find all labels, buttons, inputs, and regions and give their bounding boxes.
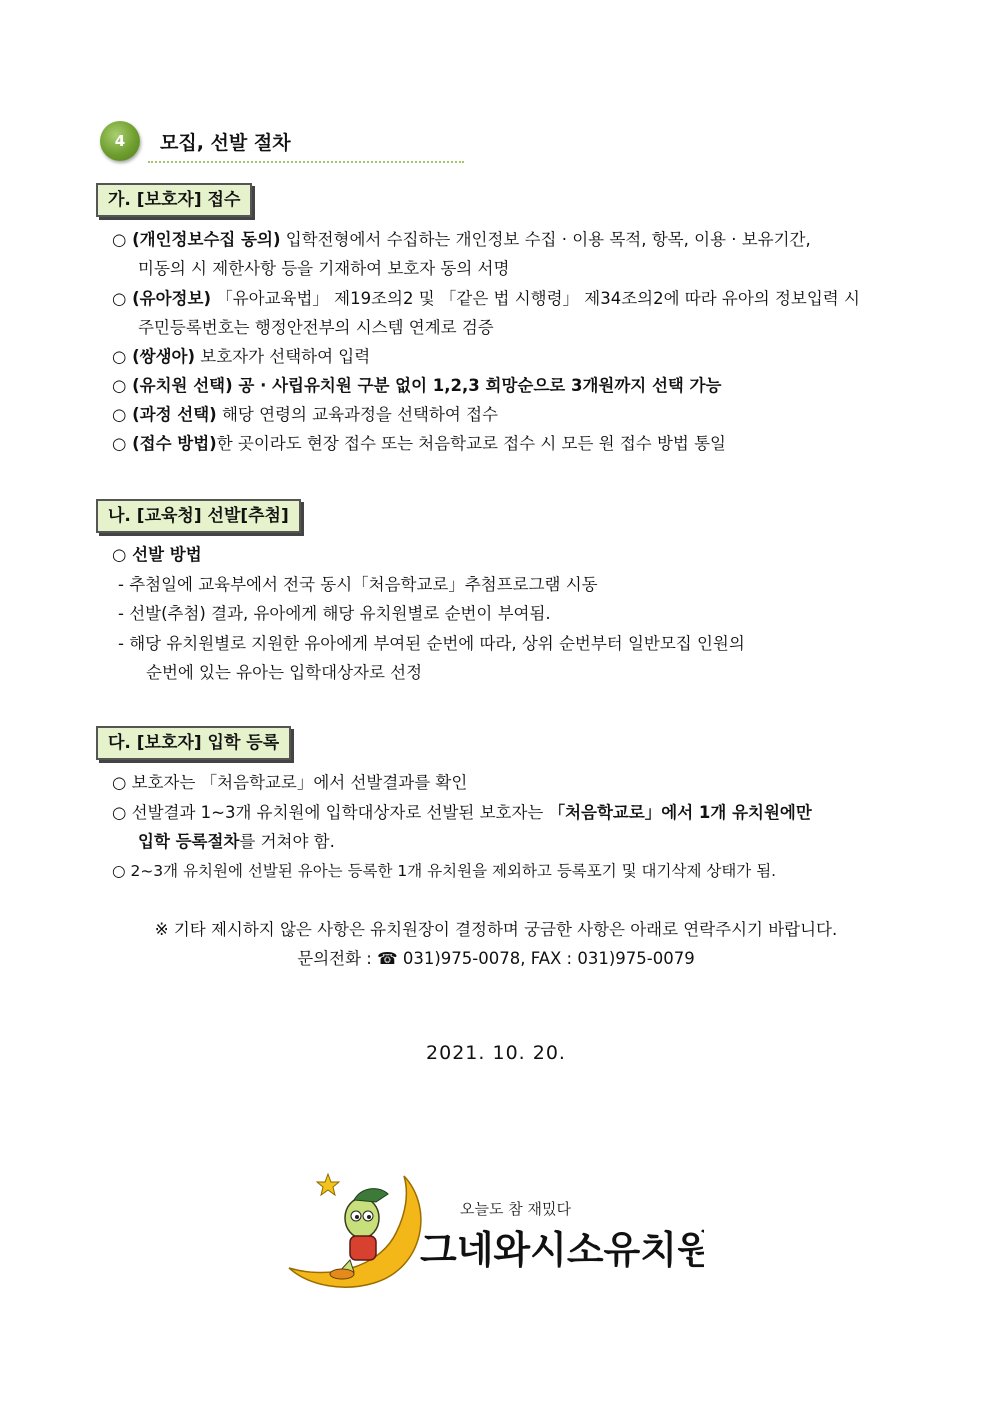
item-label: ○ (과정 선택): [112, 405, 217, 424]
part-a-item-4: [112, 375, 721, 397]
part-a-item-2-cont: 주민등록번호는 행정안전부의 시스템 연계로 검증: [138, 318, 494, 337]
section-divider: [148, 161, 464, 163]
item-text-bold: 「처음학교로」에서 1개 유치원에만: [548, 803, 812, 822]
part-c-item-3: ○ 2~3개 유치원에 선발된 유아는 등록한 1개 유치원을 제외하고 등록포기 및 대기삭제 상태가 됨.: [112, 862, 777, 880]
item-text: 입학전형에서 수집하는 개인정보 수집 · 이용 목적, 항목, 이용 · 보유기간,: [280, 230, 811, 249]
part-b-item-2: - 선발(추첨) 결과, 유아에게 해당 유치원별로 순번이 부여됨.: [118, 604, 551, 623]
part-c-item-2: [112, 802, 812, 824]
item-label: ○ (접수 방법): [112, 434, 217, 453]
part-a-item-1-cont: 미동의 시 제한사항 등을 기재하여 보호자 동의 서명: [138, 259, 510, 278]
part-c-item-2-cont: [138, 831, 335, 853]
part-a-item-5: [112, 404, 498, 426]
part-a-item-6: [112, 433, 726, 455]
item-label: ○ (개인정보수집 동의): [112, 230, 281, 249]
star-icon: [317, 1174, 339, 1195]
notice-line: ※ 기타 제시하지 않은 사항은 유치원장이 결정하며 궁금한 사항은 아래로 연락주시기 바랍니다.: [154, 920, 838, 939]
item-text: 해당 연령의 교육과정을 선택하여 접수: [216, 405, 498, 424]
part-b-item-3: - 해당 유치원별로 지원한 유아에게 부여된 순번에 따라, 상위 순번부터 일반모집 인원의: [118, 634, 745, 653]
part-b-method: ○ 선발 방법: [112, 545, 202, 564]
part-c-heading: 다. [보호자] 입학 등록: [96, 726, 291, 760]
item-text: ○ 선발결과 1~3개 유치원에 입학대상자로 선발된 보호자는: [112, 803, 549, 822]
character-hat: [354, 1189, 388, 1202]
logo-graphic: [284, 1168, 704, 1298]
character-head: [345, 1198, 379, 1238]
part-b-heading: 나. [교육청] 선발[추첨]: [96, 499, 301, 533]
character-body: [350, 1236, 376, 1260]
part-a-item-2: [112, 288, 860, 310]
item-text: 공 · 사립유치원 구분 없이 1,2,3 희망순으로 3개원까지 선택 가능: [232, 376, 722, 395]
contact-line: 문의전화 : ☎ 031)975-0078, FAX : 031)975-0079: [297, 949, 695, 968]
part-a-heading: 가. [보호자] 접수: [96, 183, 252, 217]
item-text: 를 거쳐야 함.: [239, 832, 335, 851]
part-a-item-3: [112, 346, 370, 368]
document-date: 2021. 10. 20.: [426, 1042, 566, 1064]
logo-name: 그네와시소유치원: [420, 1228, 704, 1272]
item-label: ○ (쌍생아): [112, 347, 196, 366]
item-text: 「유아교육법」 제19조의2 및 「같은 법 시행령」 제34조의2에 따라 유아의 정보입력 시: [210, 289, 860, 308]
section-number-badge: 4: [100, 121, 140, 161]
part-c-item-1: ○ 보호자는 「처음학교로」에서 선발결과를 확인: [112, 773, 468, 792]
part-b-item-3-cont: 순번에 있는 유아는 입학대상자로 선정: [146, 663, 423, 682]
part-b-item-1: - 추첨일에 교육부에서 전국 동시「처음학교로」추첨프로그램 시동: [118, 575, 598, 594]
section-title: 모집, 선발 절차: [160, 132, 291, 154]
logo-slogan: 오늘도 참 재밌다: [460, 1200, 571, 1218]
item-text: 보호자가 선택하여 입력: [195, 347, 371, 366]
item-label: ○ (유치원 선택): [112, 376, 233, 395]
item-label: ○ (유아정보): [112, 289, 211, 308]
item-text-bold: 입학 등록절차: [138, 832, 240, 851]
kindergarten-logo: [284, 1168, 704, 1298]
part-a-item-1: [112, 229, 811, 251]
item-text: 한 곳이라도 현장 접수 또는 처음학교로 접수 시 모든 원 접수 방법 통일: [216, 434, 726, 453]
